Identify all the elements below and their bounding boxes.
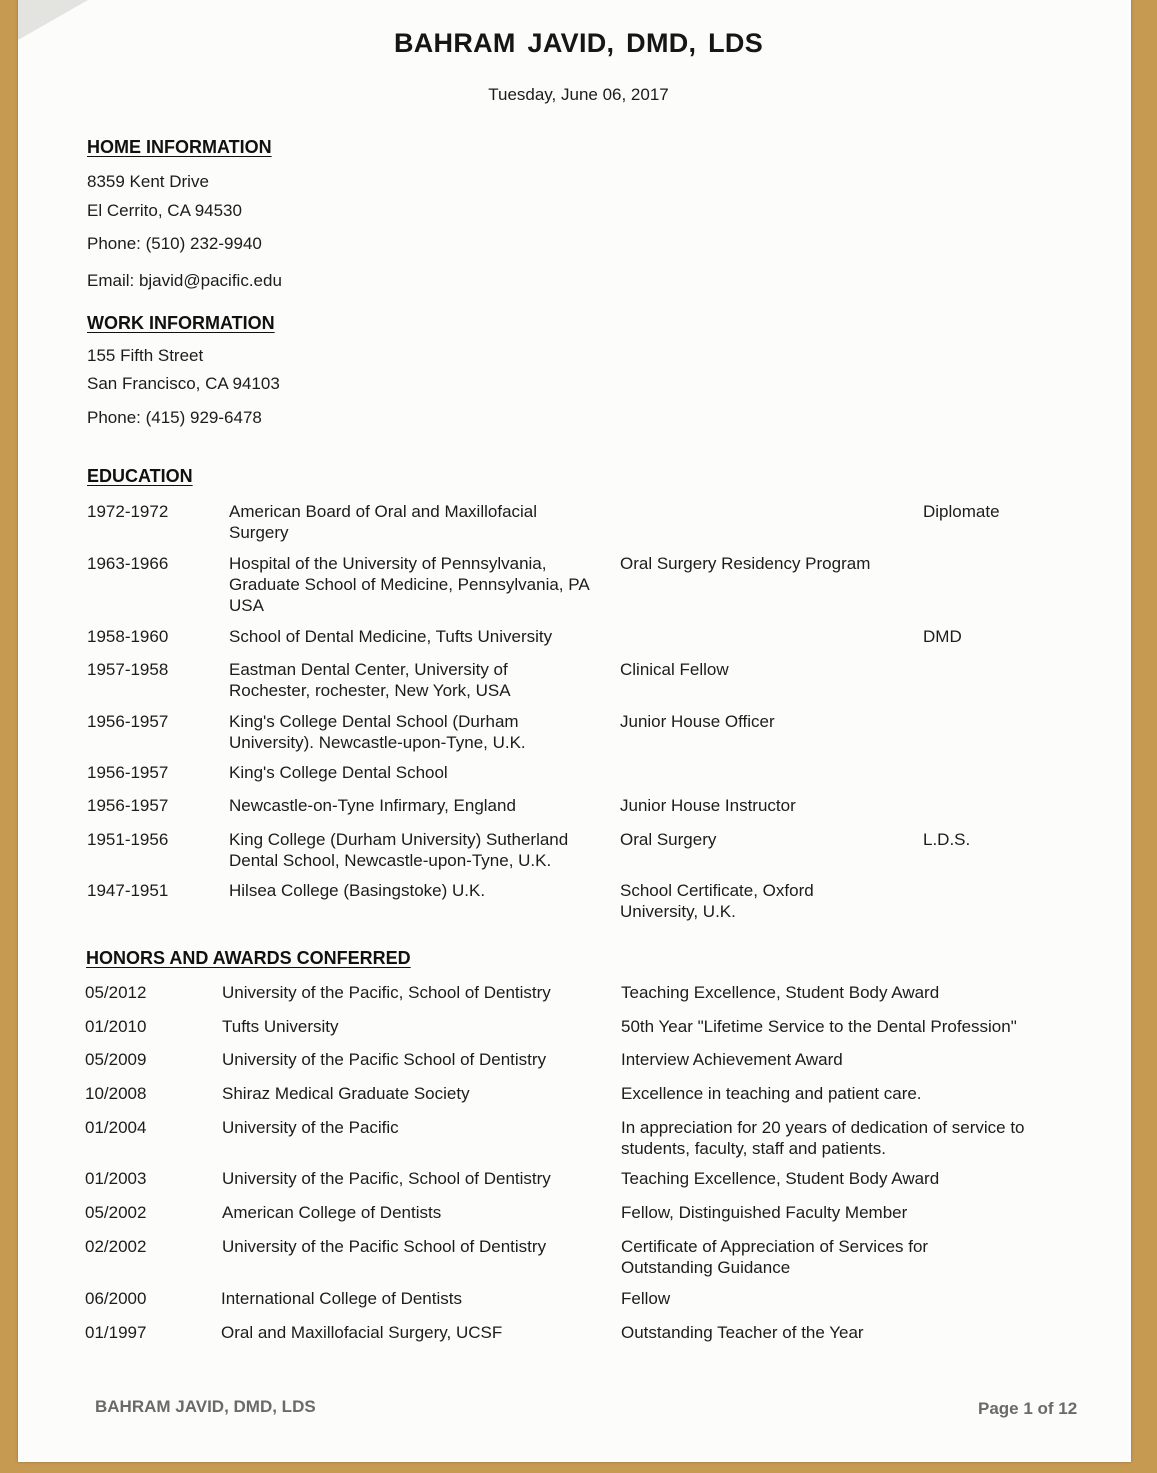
honor-award: Interview Achievement Award: [621, 1050, 843, 1069]
education-year: 1951-1956: [87, 830, 169, 849]
education-school: American Board of Oral and Maxillofacial Surgery: [229, 502, 538, 542]
home-city: El Cerrito, CA 94530: [87, 201, 242, 220]
education-school: King's College Dental School: [229, 763, 448, 782]
footer-name: BAHRAM JAVID, DMD, LDS: [95, 1397, 316, 1416]
honor-award: Teaching Excellence, Student Body Award: [621, 1169, 940, 1188]
honor-award: 50th Year "Lifetime Service to the Dental Profession": [621, 1017, 1017, 1036]
honor-organization: International College of Dentists: [221, 1289, 462, 1308]
honor-organization: University of the Pacific: [222, 1118, 399, 1137]
honor-award: Fellow, Distinguished Faculty Member: [621, 1203, 908, 1222]
education-program: School Certificate, Oxford University, U.K.: [620, 881, 814, 921]
honor-award: In appreciation for 20 years of dedication of service to students, faculty, staff and patients.: [621, 1118, 1025, 1158]
honor-organization: University of the Pacific School of Dentistry: [222, 1237, 547, 1256]
honor-organization: Tufts University: [222, 1017, 339, 1036]
education-year: 1947-1951: [87, 881, 169, 900]
education-degree: Diplomate: [923, 502, 1000, 521]
home-email: Email: bjavid@pacific.edu: [87, 271, 282, 290]
honor-award: Certificate of Appreciation of Services for Outstanding Guidance: [621, 1237, 929, 1277]
education-year: 1957-1958: [87, 660, 169, 679]
work-phone: Phone: (415) 929-6478: [87, 408, 262, 427]
honor-date: 01/2004: [85, 1118, 147, 1137]
education-school: Eastman Dental Center, University of Rochester, rochester, New York, USA: [229, 660, 511, 700]
education-year: 1956-1957: [87, 712, 169, 731]
honor-date: 01/2010: [85, 1017, 147, 1036]
education-school: Hospital of the University of Pennsylvania, Graduate School of Medicine, Pennsylvania, PA USA: [229, 554, 589, 615]
education-school: School of Dental Medicine, Tufts University: [229, 627, 553, 646]
honor-award: Teaching Excellence, Student Body Award: [621, 983, 940, 1002]
honor-award: Fellow: [621, 1289, 671, 1308]
education-program: Junior House Officer: [620, 712, 775, 731]
document-page: [18, 0, 1131, 1462]
education-year: 1956-1957: [87, 796, 169, 815]
honor-organization: Oral and Maxillofacial Surgery, UCSF: [221, 1323, 503, 1342]
work-information-heading: WORK INFORMATION: [87, 313, 275, 333]
honor-date: 01/2003: [85, 1169, 147, 1188]
honor-award: Outstanding Teacher of the Year: [621, 1323, 864, 1342]
education-heading: EDUCATION: [87, 466, 193, 486]
honor-date: 10/2008: [85, 1084, 147, 1103]
education-year: 1958-1960: [87, 627, 169, 646]
work-city: San Francisco, CA 94103: [87, 374, 280, 393]
document-date: Tuesday, June 06, 2017: [488, 85, 669, 104]
honor-date: 05/2009: [85, 1050, 147, 1069]
education-school: Newcastle-on-Tyne Infirmary, England: [229, 796, 516, 815]
honor-award: Excellence in teaching and patient care.: [621, 1084, 922, 1103]
education-program: Clinical Fellow: [620, 660, 729, 679]
work-street: 155 Fifth Street: [87, 346, 204, 365]
education-year: 1963-1966: [87, 554, 169, 573]
education-year: 1956-1957: [87, 763, 169, 782]
education-school: King College (Durham University) Sutherland Dental School, Newcastle-upon-Tyne, U.K.: [229, 830, 569, 870]
honor-organization: University of the Pacific School of Dentistry: [222, 1050, 547, 1069]
honor-date: 05/2012: [85, 983, 147, 1002]
honor-organization: Shiraz Medical Graduate Society: [222, 1084, 470, 1103]
honor-organization: University of the Pacific, School of Dentistry: [222, 983, 551, 1002]
education-program: Junior House Instructor: [620, 796, 796, 815]
education-program: Oral Surgery Residency Program: [620, 554, 871, 573]
home-street: 8359 Kent Drive: [87, 172, 209, 191]
education-school: King's College Dental School (Durham University). Newcastle-upon-Tyne, U.K.: [229, 712, 526, 752]
honor-date: 05/2002: [85, 1203, 147, 1222]
honor-date: 01/1997: [85, 1323, 147, 1342]
education-school: Hilsea College (Basingstoke) U.K.: [229, 881, 486, 900]
home-information-heading: HOME INFORMATION: [87, 137, 272, 157]
honor-date: 06/2000: [85, 1289, 147, 1308]
home-phone: Phone: (510) 232-9940: [87, 234, 262, 253]
honor-organization: American College of Dentists: [222, 1203, 442, 1222]
education-degree: L.D.S.: [923, 830, 971, 849]
page-title: BAHRAM JAVID, DMD, LDS: [393, 28, 764, 58]
honor-organization: University of the Pacific, School of Dentistry: [222, 1169, 551, 1188]
honors-awards-heading: HONORS AND AWARDS CONFERRED: [86, 948, 411, 968]
education-year: 1972-1972: [87, 502, 169, 521]
education-program: Oral Surgery: [620, 830, 717, 849]
page-number: Page 1 of 12: [978, 1399, 1078, 1418]
honor-date: 02/2002: [85, 1237, 147, 1256]
education-degree: DMD: [923, 627, 962, 646]
